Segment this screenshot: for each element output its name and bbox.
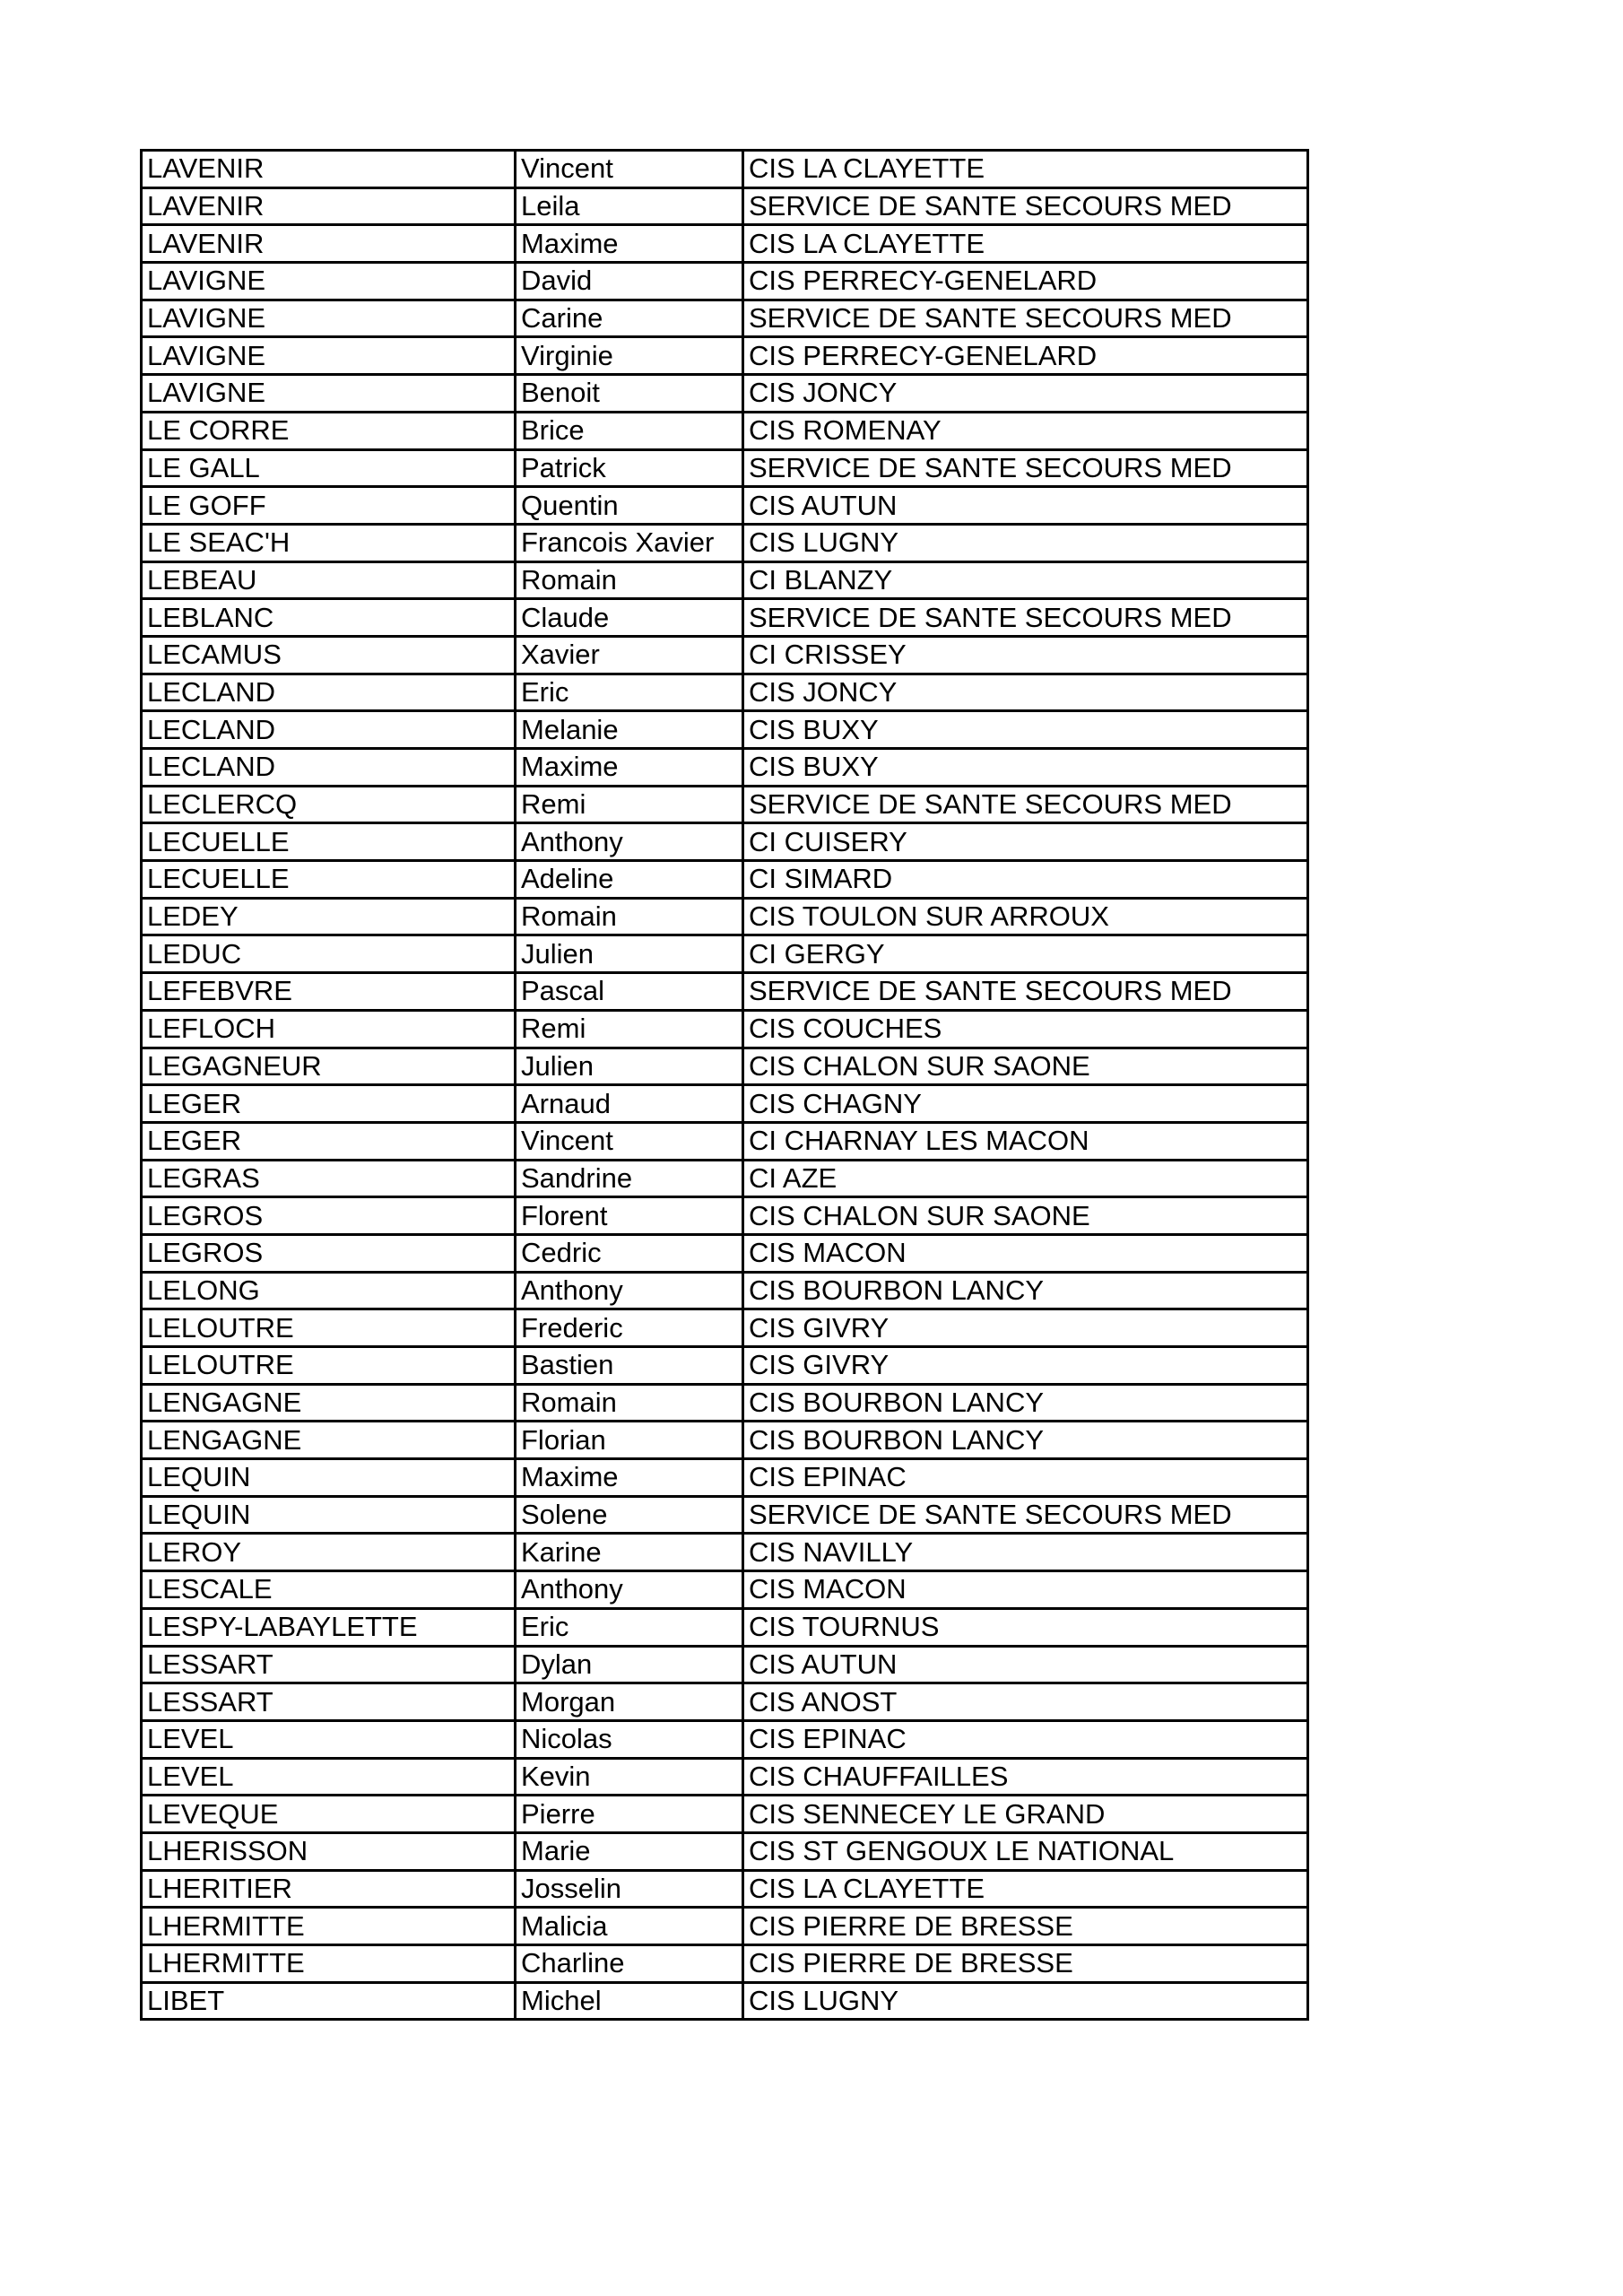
- last-name-cell: LE GOFF: [142, 487, 516, 525]
- last-name-cell: LEFLOCH: [142, 1010, 516, 1048]
- first-name-cell: Pierre: [516, 1796, 743, 1833]
- table-row: [142, 674, 1308, 711]
- table-row: [142, 1571, 1308, 1609]
- station-cell: CIS BOURBON LANCY: [743, 1384, 1308, 1422]
- table-row: [142, 561, 1308, 599]
- first-name-cell: Morgan: [516, 1683, 743, 1721]
- first-name-cell: Vincent: [516, 1122, 743, 1160]
- station-cell: CIS EPINAC: [743, 1459, 1308, 1497]
- station-cell: CIS LA CLAYETTE: [743, 151, 1308, 188]
- table-row: [142, 1347, 1308, 1385]
- station-cell: CIS CHAUFFAILLES: [743, 1758, 1308, 1796]
- table-row: [142, 300, 1308, 337]
- last-name-cell: LAVIGNE: [142, 337, 516, 375]
- last-name-cell: LAVENIR: [142, 225, 516, 263]
- first-name-cell: Michel: [516, 1982, 743, 2020]
- last-name-cell: LENGAGNE: [142, 1384, 516, 1422]
- station-cell: SERVICE DE SANTE SECOURS MED: [743, 786, 1308, 823]
- station-cell: CIS MACON: [743, 1234, 1308, 1272]
- station-cell: CIS JONCY: [743, 375, 1308, 413]
- station-cell: CI CRISSEY: [743, 636, 1308, 674]
- table-row: [142, 1758, 1308, 1796]
- first-name-cell: Remi: [516, 1010, 743, 1048]
- first-name-cell: Solene: [516, 1496, 743, 1534]
- first-name-cell: Dylan: [516, 1646, 743, 1683]
- table-row: [142, 1534, 1308, 1571]
- last-name-cell: LEGROS: [142, 1197, 516, 1235]
- station-cell: CIS CHAGNY: [743, 1085, 1308, 1123]
- station-cell: CI CUISERY: [743, 823, 1308, 861]
- last-name-cell: LECLAND: [142, 749, 516, 787]
- table-row: [142, 1646, 1308, 1683]
- table-row: [142, 225, 1308, 263]
- table-row: [142, 1085, 1308, 1123]
- station-cell: CIS ANOST: [743, 1683, 1308, 1721]
- table-row: [142, 1272, 1308, 1309]
- last-name-cell: LEVEL: [142, 1758, 516, 1796]
- last-name-cell: LHERMITTE: [142, 1908, 516, 1945]
- last-name-cell: LHERITIER: [142, 1870, 516, 1908]
- last-name-cell: LEQUIN: [142, 1496, 516, 1534]
- table-row: [142, 187, 1308, 225]
- first-name-cell: Bastien: [516, 1347, 743, 1385]
- table-row: [142, 599, 1308, 637]
- roster-table: [140, 149, 1309, 2021]
- first-name-cell: Brice: [516, 412, 743, 449]
- station-cell: CIS MACON: [743, 1571, 1308, 1609]
- station-cell: CIS JONCY: [743, 674, 1308, 711]
- last-name-cell: LECLERCQ: [142, 786, 516, 823]
- table-row: [142, 337, 1308, 375]
- last-name-cell: LAVENIR: [142, 151, 516, 188]
- last-name-cell: LEVEQUE: [142, 1796, 516, 1833]
- last-name-cell: LESPY-LABAYLETTE: [142, 1608, 516, 1646]
- first-name-cell: Charline: [516, 1945, 743, 1983]
- first-name-cell: Florian: [516, 1422, 743, 1459]
- first-name-cell: David: [516, 263, 743, 300]
- table-row: [142, 1720, 1308, 1758]
- station-cell: CIS PERRECY-GENELARD: [743, 337, 1308, 375]
- table-row: [142, 1908, 1308, 1945]
- last-name-cell: LEGER: [142, 1122, 516, 1160]
- station-cell: CIS GIVRY: [743, 1309, 1308, 1347]
- first-name-cell: Quentin: [516, 487, 743, 525]
- table-row: [142, 151, 1308, 188]
- first-name-cell: Maxime: [516, 1459, 743, 1497]
- table-row: [142, 1384, 1308, 1422]
- first-name-cell: Anthony: [516, 823, 743, 861]
- station-cell: CIS TOULON SUR ARROUX: [743, 898, 1308, 935]
- first-name-cell: Claude: [516, 599, 743, 637]
- first-name-cell: Florent: [516, 1197, 743, 1235]
- station-cell: CI GERGY: [743, 935, 1308, 973]
- station-cell: CIS BUXY: [743, 749, 1308, 787]
- table-row: [142, 1010, 1308, 1048]
- table-row: [142, 749, 1308, 787]
- first-name-cell: Kevin: [516, 1758, 743, 1796]
- first-name-cell: Xavier: [516, 636, 743, 674]
- table-row: [142, 412, 1308, 449]
- table-row: [142, 1309, 1308, 1347]
- table-row: [142, 898, 1308, 935]
- first-name-cell: Romain: [516, 1384, 743, 1422]
- table-row: [142, 1796, 1308, 1833]
- first-name-cell: Julien: [516, 1048, 743, 1085]
- table-row: [142, 1459, 1308, 1497]
- last-name-cell: LECLAND: [142, 711, 516, 749]
- last-name-cell: LEGRAS: [142, 1160, 516, 1197]
- table-row: [142, 1234, 1308, 1272]
- station-cell: CI AZE: [743, 1160, 1308, 1197]
- station-cell: CIS LA CLAYETTE: [743, 225, 1308, 263]
- first-name-cell: Vincent: [516, 151, 743, 188]
- table-row: [142, 1496, 1308, 1534]
- table-row: [142, 1197, 1308, 1235]
- first-name-cell: Maxime: [516, 225, 743, 263]
- first-name-cell: Josselin: [516, 1870, 743, 1908]
- first-name-cell: Karine: [516, 1534, 743, 1571]
- station-cell: CIS BOURBON LANCY: [743, 1272, 1308, 1309]
- station-cell: CIS AUTUN: [743, 487, 1308, 525]
- first-name-cell: Eric: [516, 1608, 743, 1646]
- last-name-cell: LEDEY: [142, 898, 516, 935]
- last-name-cell: LESSART: [142, 1683, 516, 1721]
- table-row: [142, 1608, 1308, 1646]
- first-name-cell: Maxime: [516, 749, 743, 787]
- table-row: [142, 1422, 1308, 1459]
- first-name-cell: Carine: [516, 300, 743, 337]
- last-name-cell: LHERISSON: [142, 1832, 516, 1870]
- first-name-cell: Melanie: [516, 711, 743, 749]
- station-cell: CIS COUCHES: [743, 1010, 1308, 1048]
- table-row: [142, 823, 1308, 861]
- last-name-cell: LE SEAC'H: [142, 524, 516, 561]
- last-name-cell: LELONG: [142, 1272, 516, 1309]
- first-name-cell: Remi: [516, 786, 743, 823]
- table-row: [142, 449, 1308, 487]
- station-cell: SERVICE DE SANTE SECOURS MED: [743, 973, 1308, 1011]
- last-name-cell: LHERMITTE: [142, 1945, 516, 1983]
- last-name-cell: LELOUTRE: [142, 1309, 516, 1347]
- first-name-cell: Leila: [516, 187, 743, 225]
- last-name-cell: LIBET: [142, 1982, 516, 2020]
- table-row: [142, 263, 1308, 300]
- last-name-cell: LEGAGNEUR: [142, 1048, 516, 1085]
- station-cell: CIS LA CLAYETTE: [743, 1870, 1308, 1908]
- first-name-cell: Virginie: [516, 337, 743, 375]
- last-name-cell: LEFEBVRE: [142, 973, 516, 1011]
- first-name-cell: Sandrine: [516, 1160, 743, 1197]
- table-row: [142, 1870, 1308, 1908]
- table-row: [142, 861, 1308, 899]
- table-row: [142, 786, 1308, 823]
- station-cell: CIS NAVILLY: [743, 1534, 1308, 1571]
- table-row: [142, 375, 1308, 413]
- first-name-cell: Romain: [516, 898, 743, 935]
- last-name-cell: LEBEAU: [142, 561, 516, 599]
- last-name-cell: LE CORRE: [142, 412, 516, 449]
- station-cell: SERVICE DE SANTE SECOURS MED: [743, 1496, 1308, 1534]
- station-cell: CIS ST GENGOUX LE NATIONAL: [743, 1832, 1308, 1870]
- station-cell: CI BLANZY: [743, 561, 1308, 599]
- station-cell: CI CHARNAY LES MACON: [743, 1122, 1308, 1160]
- table-row: [142, 1160, 1308, 1197]
- table-row: [142, 935, 1308, 973]
- first-name-cell: Julien: [516, 935, 743, 973]
- last-name-cell: LAVENIR: [142, 187, 516, 225]
- table-row: [142, 973, 1308, 1011]
- table-row: [142, 636, 1308, 674]
- last-name-cell: LAVIGNE: [142, 300, 516, 337]
- first-name-cell: Patrick: [516, 449, 743, 487]
- last-name-cell: LEQUIN: [142, 1459, 516, 1497]
- station-cell: SERVICE DE SANTE SECOURS MED: [743, 300, 1308, 337]
- station-cell: CIS EPINAC: [743, 1720, 1308, 1758]
- station-cell: CIS ROMENAY: [743, 412, 1308, 449]
- first-name-cell: Arnaud: [516, 1085, 743, 1123]
- first-name-cell: Eric: [516, 674, 743, 711]
- station-cell: CIS PERRECY-GENELARD: [743, 263, 1308, 300]
- first-name-cell: Francois Xavier: [516, 524, 743, 561]
- first-name-cell: Frederic: [516, 1309, 743, 1347]
- roster-table-body: [142, 151, 1308, 2020]
- table-row: [142, 1048, 1308, 1085]
- station-cell: CIS PIERRE DE BRESSE: [743, 1945, 1308, 1983]
- first-name-cell: Adeline: [516, 861, 743, 899]
- first-name-cell: Pascal: [516, 973, 743, 1011]
- station-cell: CIS LUGNY: [743, 1982, 1308, 2020]
- last-name-cell: LENGAGNE: [142, 1422, 516, 1459]
- first-name-cell: Cedric: [516, 1234, 743, 1272]
- last-name-cell: LECLAND: [142, 674, 516, 711]
- station-cell: SERVICE DE SANTE SECOURS MED: [743, 187, 1308, 225]
- last-name-cell: LECAMUS: [142, 636, 516, 674]
- last-name-cell: LESSART: [142, 1646, 516, 1683]
- table-row: [142, 1982, 1308, 2020]
- last-name-cell: LEROY: [142, 1534, 516, 1571]
- table-row: [142, 1832, 1308, 1870]
- station-cell: CIS CHALON SUR SAONE: [743, 1048, 1308, 1085]
- table-row: [142, 487, 1308, 525]
- last-name-cell: LECUELLE: [142, 823, 516, 861]
- last-name-cell: LEBLANC: [142, 599, 516, 637]
- table-row: [142, 524, 1308, 561]
- last-name-cell: LE GALL: [142, 449, 516, 487]
- last-name-cell: LEVEL: [142, 1720, 516, 1758]
- station-cell: CIS CHALON SUR SAONE: [743, 1197, 1308, 1235]
- last-name-cell: LESCALE: [142, 1571, 516, 1609]
- last-name-cell: LECUELLE: [142, 861, 516, 899]
- table-row: [142, 1683, 1308, 1721]
- station-cell: CI SIMARD: [743, 861, 1308, 899]
- last-name-cell: LELOUTRE: [142, 1347, 516, 1385]
- station-cell: CIS BOURBON LANCY: [743, 1422, 1308, 1459]
- table-row: [142, 711, 1308, 749]
- first-name-cell: Benoit: [516, 375, 743, 413]
- station-cell: CIS PIERRE DE BRESSE: [743, 1908, 1308, 1945]
- station-cell: SERVICE DE SANTE SECOURS MED: [743, 449, 1308, 487]
- last-name-cell: LAVIGNE: [142, 375, 516, 413]
- station-cell: CIS TOURNUS: [743, 1608, 1308, 1646]
- last-name-cell: LEDUC: [142, 935, 516, 973]
- first-name-cell: Nicolas: [516, 1720, 743, 1758]
- station-cell: CIS AUTUN: [743, 1646, 1308, 1683]
- last-name-cell: LEGER: [142, 1085, 516, 1123]
- first-name-cell: Anthony: [516, 1272, 743, 1309]
- table-row: [142, 1945, 1308, 1983]
- station-cell: CIS SENNECEY LE GRAND: [743, 1796, 1308, 1833]
- station-cell: CIS BUXY: [743, 711, 1308, 749]
- last-name-cell: LEGROS: [142, 1234, 516, 1272]
- first-name-cell: Romain: [516, 561, 743, 599]
- table-row: [142, 1122, 1308, 1160]
- station-cell: CIS LUGNY: [743, 524, 1308, 561]
- station-cell: CIS GIVRY: [743, 1347, 1308, 1385]
- last-name-cell: LAVIGNE: [142, 263, 516, 300]
- first-name-cell: Marie: [516, 1832, 743, 1870]
- first-name-cell: Anthony: [516, 1571, 743, 1609]
- first-name-cell: Malicia: [516, 1908, 743, 1945]
- station-cell: SERVICE DE SANTE SECOURS MED: [743, 599, 1308, 637]
